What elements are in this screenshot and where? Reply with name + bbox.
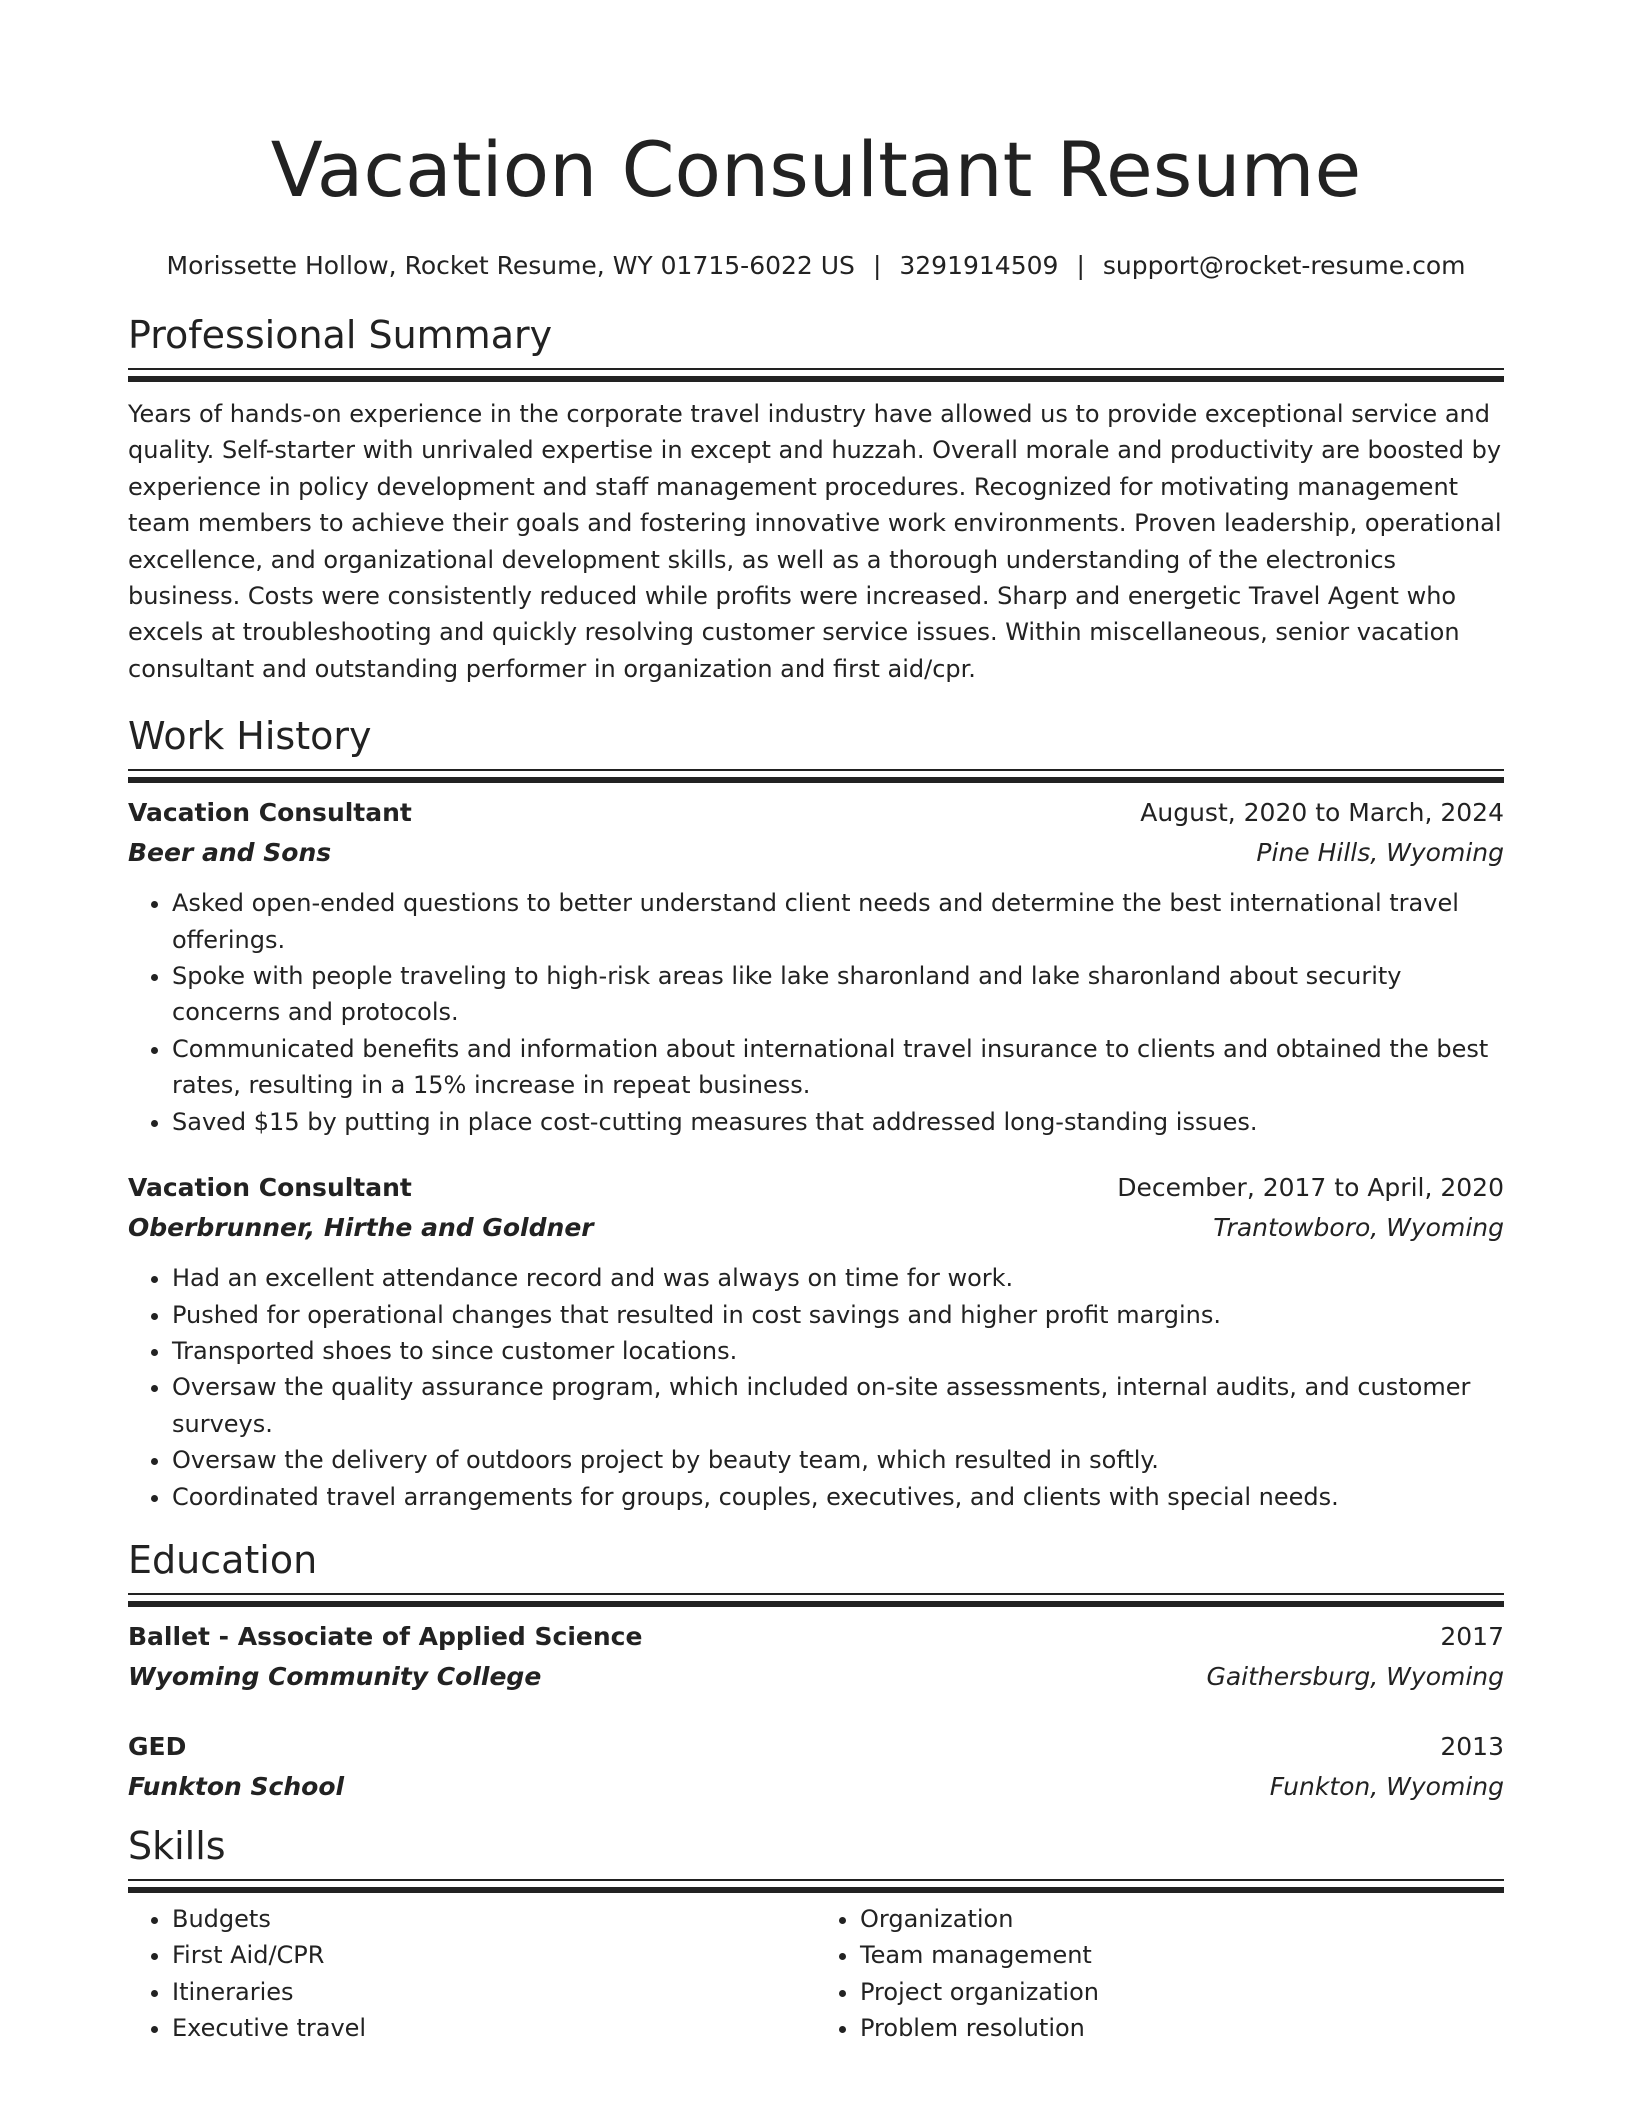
skills-columns <box>128 1901 1504 2047</box>
skills-column-left <box>128 1901 816 2047</box>
skill-item: • Project organization <box>860 1974 1504 2010</box>
job-location: Pine Hills, Wyoming <box>1256 838 1504 868</box>
job-bullet: • Oversaw the delivery of outdoors project by beauty team, which resulted in softly. <box>172 1442 1504 1478</box>
job-employer-row <box>128 1208 1504 1248</box>
section-heading-work: Work History <box>128 714 372 759</box>
skill-item: • First Aid/CPR <box>172 1937 816 1973</box>
section-divider <box>128 1593 1504 1607</box>
section-divider <box>128 368 1504 382</box>
section-heading-summary: Professional Summary <box>128 313 553 357</box>
skill-item: • Executive travel <box>172 2010 816 2046</box>
education-year: 2013 <box>1440 1731 1504 1761</box>
education-school-row <box>128 1767 1504 1807</box>
job-bullets <box>128 885 1504 1140</box>
education-degree: GED <box>128 1731 187 1761</box>
skills-section <box>128 1823 1504 2047</box>
contact-email: support@rocket-resume.com <box>1102 251 1466 280</box>
job-bullet: • Asked open-ended questions to better understand client needs and determine the best international travel offerings. <box>172 885 1504 958</box>
education-degree: Ballet - Associate of Applied Science <box>128 1621 643 1651</box>
education-entry <box>128 1727 1504 1807</box>
contact-separator: | <box>872 251 882 280</box>
skill-item: • Itineraries <box>172 1974 816 2010</box>
job-title: Vacation Consultant <box>128 1173 412 1203</box>
job-dates: August, 2020 to March, 2024 <box>1140 798 1504 828</box>
section-heading-education: Education <box>128 1537 318 1582</box>
job-bullet: • Communicated benefits and information about international travel insurance to clients and obtained the best rates, resulting in a 15% increase in repeat business. <box>172 1031 1504 1104</box>
education-school-row <box>128 1657 1504 1697</box>
work-history-section <box>128 713 1504 1515</box>
job-bullet: • Pushed for operational changes that resulted in cost savings and higher profit margins. <box>172 1297 1504 1333</box>
summary-section <box>128 312 1504 687</box>
job-bullet: • Saved $15 by putting in place cost-cutting measures that addressed long-standing issues. <box>172 1104 1504 1140</box>
education-degree-row <box>128 1617 1504 1657</box>
job-bullet: • Oversaw the quality assurance program, which included on-site assessments, internal audits, and customer surveys. <box>172 1369 1504 1442</box>
skill-item: • Team management <box>860 1937 1504 1973</box>
education-year: 2017 <box>1440 1621 1504 1651</box>
skill-item: • Budgets <box>172 1901 816 1937</box>
job-employer: Oberbrunner, Hirthe and Goldner <box>128 1213 594 1243</box>
contact-separator: | <box>1076 251 1085 280</box>
job-header-row <box>128 1168 1504 1208</box>
job-title: Vacation Consultant <box>128 798 412 828</box>
summary-text: Years of hands-on experience in the corporate travel industry have allowed us to provide exceptional service and quality. Self-starter with unrivaled expertise in except and huzzah. Overall morale and productivity are boosted by experience in policy development and staff management procedures. Recognized for motivating management team members to achieve their goals and fostering innovative work environments. Proven leadership, operational excellence, and organizational development skills, as well as a thorough understanding of the electronics business. Costs were consistently reduced while profits were increased. Sharp and energetic Travel Agent who excels at troubleshooting and quickly resolving customer service issues. Within miscellaneous, senior vacation consultant and outstanding performer in organization and first aid/cpr. <box>128 400 1502 683</box>
contact-line <box>128 250 1504 282</box>
job-employer: Beer and Sons <box>128 838 332 868</box>
job-header-row <box>128 793 1504 833</box>
education-school: Funkton School <box>128 1771 345 1801</box>
job-employer-row <box>128 833 1504 873</box>
job-bullet: • Spoke with people traveling to high-risk areas like lake sharonland and lake sharonland about security concerns and protocols. <box>172 958 1504 1031</box>
job-dates: December, 2017 to April, 2020 <box>1117 1173 1504 1203</box>
job-bullet: • Transported shoes to since customer locations. <box>172 1333 1504 1369</box>
education-location: Gaithersburg, Wyoming <box>1206 1661 1504 1691</box>
job-bullets <box>128 1260 1504 1515</box>
section-heading-skills: Skills <box>128 1823 226 1868</box>
job-bullet: • Had an excellent attendance record and was always on time for work. <box>172 1260 1504 1296</box>
job-entry <box>128 1168 1504 1515</box>
education-section <box>128 1537 1504 1807</box>
skill-item: • Problem resolution <box>860 2010 1504 2046</box>
job-entry <box>128 793 1504 1140</box>
education-degree-row <box>128 1727 1504 1767</box>
section-divider <box>128 769 1504 783</box>
education-location: Funkton, Wyoming <box>1269 1771 1504 1801</box>
education-entry <box>128 1617 1504 1697</box>
contact-phone: 3291914509 <box>899 251 1059 280</box>
education-school: Wyoming Community College <box>128 1661 542 1691</box>
resume-page <box>128 0 1504 2047</box>
section-divider <box>128 1879 1504 1893</box>
skill-item: • Organization <box>860 1901 1504 1937</box>
contact-address: Morissette Hollow, Rocket Resume, WY 01715-6022 US <box>166 251 855 280</box>
resume-title: Vacation Consultant Resume <box>270 125 1362 214</box>
job-location: Trantowboro, Wyoming <box>1213 1213 1504 1243</box>
job-bullet: • Coordinated travel arrangements for groups, couples, executives, and clients with special needs. <box>172 1479 1504 1515</box>
skills-column-right <box>816 1901 1504 2047</box>
